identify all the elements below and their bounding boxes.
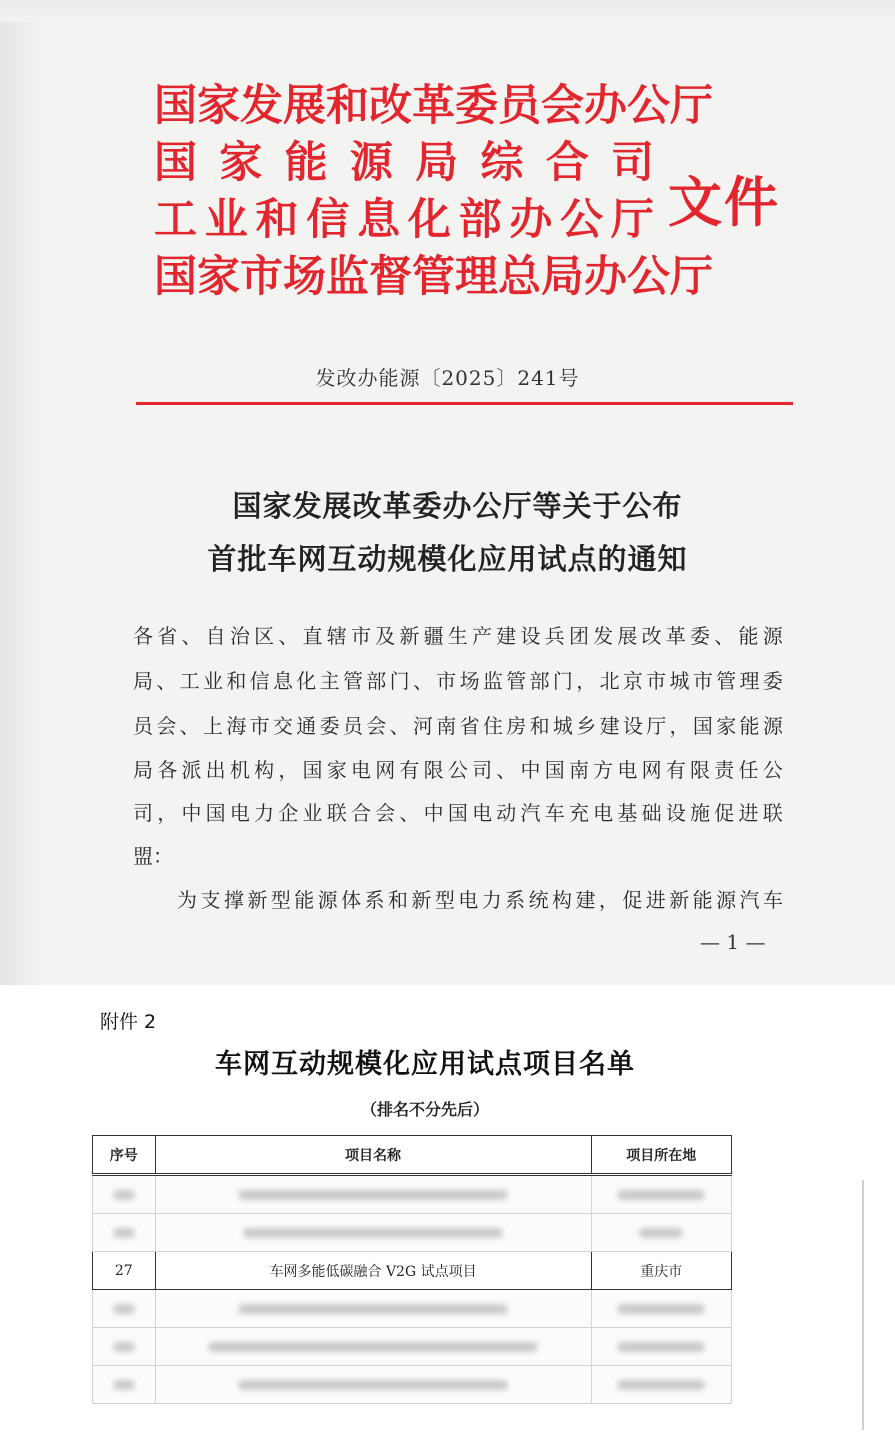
table-header-row <box>93 1136 732 1175</box>
text-char: 、 <box>412 669 433 693</box>
issuer-char: 改 <box>369 81 412 131</box>
text-char: 厅 <box>646 714 667 738</box>
issuer-char: 办 <box>584 252 627 302</box>
issuer-char: 能 <box>284 138 328 188</box>
text-char: 、 <box>399 801 420 825</box>
blurred-cell <box>155 1290 591 1328</box>
text-char: 通 <box>296 714 317 738</box>
text-char: 系 <box>364 888 385 912</box>
text-char: 会 <box>366 714 387 738</box>
text-char: 管 <box>506 669 527 693</box>
text-char: 型 <box>434 888 455 912</box>
blurred-cell <box>93 1214 156 1252</box>
text-char: 、 <box>496 758 517 782</box>
issuer-char: 管 <box>412 252 455 302</box>
text-char: 基 <box>617 801 638 825</box>
text-char: 构 <box>552 888 572 912</box>
text-char: 建 <box>575 888 596 912</box>
text-char: ， <box>157 801 178 825</box>
issuer-char: 委 <box>455 81 498 131</box>
project-name: 车网多能低碳融合 V2G 试点项目 <box>155 1252 591 1290</box>
text-char: 场 <box>459 669 480 693</box>
addressee-line <box>133 798 783 828</box>
issuer-char: 场 <box>283 252 326 302</box>
document-number: 发改办能源〔2025〕241号 <box>315 366 580 390</box>
text-char: ， <box>278 758 299 782</box>
text-char: 化 <box>296 669 317 693</box>
attachment-label: 附件 2 <box>100 1011 157 1033</box>
text-char: 会 <box>375 801 396 825</box>
text-char: 任 <box>738 758 759 782</box>
addressee-line <box>133 621 783 651</box>
issuer-char: 和 <box>255 195 299 245</box>
text-char: 委 <box>690 624 711 648</box>
text-char: 产 <box>472 624 493 648</box>
blurred-cell <box>155 1175 591 1214</box>
text-char: 各 <box>133 624 153 648</box>
text-char: 型 <box>270 888 291 912</box>
project-table <box>92 1135 732 1404</box>
project-location: 重庆市 <box>591 1252 731 1290</box>
list-subtitle: （排名不分先后） <box>360 1100 489 1119</box>
issuer-char: 国 <box>154 81 197 131</box>
text-char: 省 <box>459 714 480 738</box>
text-char: 兵 <box>544 624 565 648</box>
text-char: 革 <box>665 624 686 648</box>
text-char: 联 <box>762 801 783 825</box>
page-number: — 1 — <box>700 930 766 954</box>
text-char: 设 <box>520 624 541 648</box>
table-row-blurred <box>93 1214 732 1252</box>
text-char: 门 <box>389 669 410 693</box>
text-char: 国 <box>447 801 468 825</box>
text-char: 促 <box>622 888 643 912</box>
addressee-line <box>133 711 783 741</box>
red-divider-line <box>136 402 793 405</box>
text-char: 统 <box>528 888 549 912</box>
issuer-char: 厅 <box>670 81 713 131</box>
text-char: 局 <box>133 758 153 782</box>
issuer-char: 家 <box>197 252 240 302</box>
text-char: 进 <box>738 801 759 825</box>
text-char: 市 <box>436 669 457 693</box>
blurred-cell <box>93 1290 156 1328</box>
text-char: 能 <box>739 714 760 738</box>
text-char: 局 <box>133 669 153 693</box>
text-char: 力 <box>254 801 275 825</box>
issuer-char: 工 <box>154 195 197 245</box>
text-char: 及 <box>375 624 396 648</box>
issuer-char: 综 <box>480 138 524 188</box>
text-char: 管 <box>342 669 363 693</box>
text-char: 辖 <box>326 624 347 648</box>
text-char: 促 <box>714 801 735 825</box>
text-char: ， <box>576 669 597 693</box>
issuer-char: 化 <box>407 195 451 245</box>
text-char: 新 <box>247 888 268 912</box>
text-char: 限 <box>423 758 444 782</box>
column-header-location: 项目所在地 <box>591 1136 731 1175</box>
blurred-cell <box>591 1175 731 1214</box>
text-char: 区 <box>254 624 275 648</box>
text-char: 新 <box>669 888 690 912</box>
text-char: 市 <box>692 669 713 693</box>
table-row-blurred <box>93 1290 732 1328</box>
text-char: 、 <box>278 624 299 648</box>
text-char: 设 <box>665 801 686 825</box>
text-char: 电 <box>350 758 371 782</box>
issuer-char: 司 <box>610 138 654 188</box>
issuer-char: 办 <box>584 81 627 131</box>
text-char: 建 <box>599 714 620 738</box>
text-char: 南 <box>436 714 457 738</box>
text-char: 息 <box>272 669 293 693</box>
text-char: 市 <box>646 669 667 693</box>
text-char: 家 <box>326 758 347 782</box>
text-char: 国 <box>205 801 226 825</box>
text-char: 中 <box>423 801 444 825</box>
text-char: 监 <box>482 669 503 693</box>
issuer-char: 监 <box>326 252 369 302</box>
text-char: 出 <box>205 758 226 782</box>
issuer-char: 厅 <box>610 195 654 245</box>
addressee-line: 盟： <box>133 844 173 868</box>
text-char: 国 <box>692 714 713 738</box>
text-char: 各 <box>157 758 178 782</box>
blurred-cell <box>93 1366 156 1404</box>
text-char: 础 <box>641 801 662 825</box>
text-char: 住 <box>482 714 503 738</box>
text-char: 联 <box>326 801 347 825</box>
document-suffix: 文件 <box>668 170 780 234</box>
list-title: 车网互动规模化应用试点项目名单 <box>215 1049 635 1080</box>
text-char: 汽 <box>739 888 760 912</box>
text-char: 城 <box>669 669 690 693</box>
text-char: 、 <box>156 669 177 693</box>
issuer-char: 局 <box>541 252 584 302</box>
text-char: 委 <box>762 669 783 693</box>
issuer-char: 信 <box>306 195 350 245</box>
table-row-blurred <box>93 1328 732 1366</box>
text-char: 和 <box>529 714 550 738</box>
text-char: 电 <box>458 888 479 912</box>
text-char: 进 <box>645 888 666 912</box>
text-char: 家 <box>716 714 737 738</box>
text-char: 上 <box>202 714 223 738</box>
text-char: 充 <box>568 801 589 825</box>
text-char: 中 <box>520 758 541 782</box>
issuer-char: 督 <box>369 252 412 302</box>
text-char: 体 <box>341 888 362 912</box>
text-char: 系 <box>505 888 526 912</box>
issuer-char: 源 <box>349 138 393 188</box>
text-char: 动 <box>496 801 517 825</box>
issuer-char: 理 <box>455 252 498 302</box>
text-char: 电 <box>229 801 250 825</box>
text-char: 公 <box>762 758 783 782</box>
text-char: 京 <box>622 669 643 693</box>
blurred-cell <box>155 1366 591 1404</box>
text-char: 限 <box>690 758 711 782</box>
text-char: 源 <box>762 624 783 648</box>
text-char: 、 <box>714 624 735 648</box>
issuer-char: 发 <box>240 81 283 131</box>
blurred-cell <box>591 1366 731 1404</box>
text-char: 设 <box>622 714 643 738</box>
text-char: 机 <box>229 758 250 782</box>
text-char: 网 <box>375 758 396 782</box>
issuer-char: 员 <box>498 81 541 131</box>
issuer-line <box>154 249 713 306</box>
issuer-char: 和 <box>326 81 369 131</box>
blurred-cell <box>93 1175 156 1214</box>
text-char: 生 <box>447 624 468 648</box>
text-char: 、 <box>179 714 200 738</box>
text-char: 电 <box>593 801 614 825</box>
blurred-cell <box>591 1214 731 1252</box>
addressee-line <box>133 755 783 785</box>
issuer-char: 合 <box>545 138 589 188</box>
table-row <box>93 1252 732 1290</box>
text-char: 建 <box>496 624 517 648</box>
text-char: 河 <box>412 714 433 738</box>
text-char: 业 <box>302 801 323 825</box>
issuer-char: 国 <box>154 138 197 188</box>
text-char: 能 <box>294 888 315 912</box>
issuer-char: 公 <box>560 195 604 245</box>
text-char: 房 <box>506 714 527 738</box>
issuer-char: 革 <box>412 81 455 131</box>
text-char: 北 <box>599 669 620 693</box>
text-char: 直 <box>302 624 323 648</box>
text-char: 门 <box>552 669 573 693</box>
text-char: 员 <box>342 714 363 738</box>
row-number: 27 <box>93 1252 156 1290</box>
text-char: 展 <box>617 624 638 648</box>
text-char: 员 <box>133 714 153 738</box>
text-char: 、 <box>181 624 202 648</box>
text-char: 为 <box>177 888 197 912</box>
issuer-char: 息 <box>357 195 401 245</box>
text-char: 撑 <box>223 888 244 912</box>
text-char: 会 <box>156 714 177 738</box>
text-char: 交 <box>272 714 293 738</box>
text-char: 城 <box>552 714 573 738</box>
text-char: 方 <box>593 758 614 782</box>
text-char: 改 <box>641 624 662 648</box>
notice-title-line-1: 国家发展改革委办公厅等关于公布 <box>232 489 683 523</box>
blurred-cell <box>155 1328 591 1366</box>
notice-title-line-2: 首批车网互动规模化应用试点的通知 <box>207 542 688 576</box>
issuer-char: 公 <box>627 81 670 131</box>
text-char: 主 <box>319 669 340 693</box>
issuer-char: 业 <box>204 195 248 245</box>
text-char: ， <box>598 888 619 912</box>
text-char: 乡 <box>576 714 597 738</box>
text-char: 构 <box>254 758 275 782</box>
text-char: 公 <box>447 758 468 782</box>
text-char: 和 <box>226 669 247 693</box>
text-char: 源 <box>716 888 737 912</box>
text-char: 理 <box>739 669 760 693</box>
text-char: 国 <box>302 758 323 782</box>
text-char: 业 <box>202 669 223 693</box>
text-char: 支 <box>200 888 221 912</box>
text-char: 自 <box>205 624 226 648</box>
text-char: 治 <box>229 624 250 648</box>
text-char: 信 <box>249 669 270 693</box>
text-char: 电 <box>617 758 638 782</box>
text-char: 源 <box>762 714 783 738</box>
text-char: 合 <box>350 801 371 825</box>
text-char: 车 <box>544 801 565 825</box>
text-char: 部 <box>529 669 550 693</box>
text-char: 国 <box>544 758 565 782</box>
text-char: 部 <box>366 669 387 693</box>
text-char: 网 <box>641 758 662 782</box>
issuer-char: 厅 <box>670 252 713 302</box>
text-char: 委 <box>319 714 340 738</box>
blurred-cell <box>591 1290 731 1328</box>
text-char: 团 <box>568 624 589 648</box>
text-char: 、 <box>389 714 410 738</box>
issuer-char: 办 <box>509 195 553 245</box>
issuer-char: 部 <box>458 195 502 245</box>
text-char: 司 <box>133 801 153 825</box>
table-row-blurred <box>93 1175 732 1214</box>
text-char: 新 <box>411 888 432 912</box>
issuer-char: 家 <box>219 138 263 188</box>
blurred-cell <box>93 1328 156 1366</box>
text-char: 市 <box>249 714 270 738</box>
issuer-char: 展 <box>283 81 326 131</box>
issuer-char: 会 <box>541 81 584 131</box>
text-char: 责 <box>714 758 735 782</box>
text-char: ， <box>669 714 690 738</box>
text-char: 电 <box>472 801 493 825</box>
text-char: 工 <box>179 669 200 693</box>
issuer-char: 国 <box>154 252 197 302</box>
text-char: 管 <box>716 669 737 693</box>
text-char: 和 <box>387 888 408 912</box>
issuer-char: 市 <box>240 252 283 302</box>
text-char: 海 <box>226 714 247 738</box>
issuer-char: 局 <box>415 138 459 188</box>
text-char: 有 <box>665 758 686 782</box>
column-header-name: 项目名称 <box>155 1136 591 1175</box>
text-char: 车 <box>762 888 783 912</box>
text-char: 疆 <box>423 624 444 648</box>
text-char: 发 <box>593 624 614 648</box>
issuer-line <box>154 135 654 192</box>
text-char: 汽 <box>520 801 541 825</box>
text-char: 企 <box>278 801 299 825</box>
issuer-char: 公 <box>627 252 670 302</box>
issuer-line <box>154 192 654 249</box>
text-char: 能 <box>692 888 713 912</box>
blurred-cell <box>591 1328 731 1366</box>
text-char: 有 <box>399 758 420 782</box>
text-char: 派 <box>181 758 202 782</box>
text-char: 新 <box>399 624 420 648</box>
issuer-char: 总 <box>498 252 541 302</box>
column-header-no: 序号 <box>93 1136 156 1175</box>
text-char: 能 <box>738 624 759 648</box>
text-char: 中 <box>181 801 202 825</box>
table-row-blurred <box>93 1366 732 1404</box>
page-edge-line <box>862 1180 864 1430</box>
issuer-char: 家 <box>197 81 240 131</box>
text-char: 力 <box>481 888 502 912</box>
scan-shadow-top <box>0 0 895 22</box>
body-paragraph-line <box>177 885 783 915</box>
issuer-line <box>154 78 713 135</box>
addressee-line <box>133 666 783 696</box>
text-char: 市 <box>350 624 371 648</box>
text-char: 施 <box>690 801 711 825</box>
text-char: 司 <box>472 758 493 782</box>
text-char: 省 <box>157 624 178 648</box>
issuer-block <box>154 78 713 306</box>
text-char: 南 <box>568 758 589 782</box>
blurred-cell <box>155 1214 591 1252</box>
text-char: 源 <box>317 888 338 912</box>
